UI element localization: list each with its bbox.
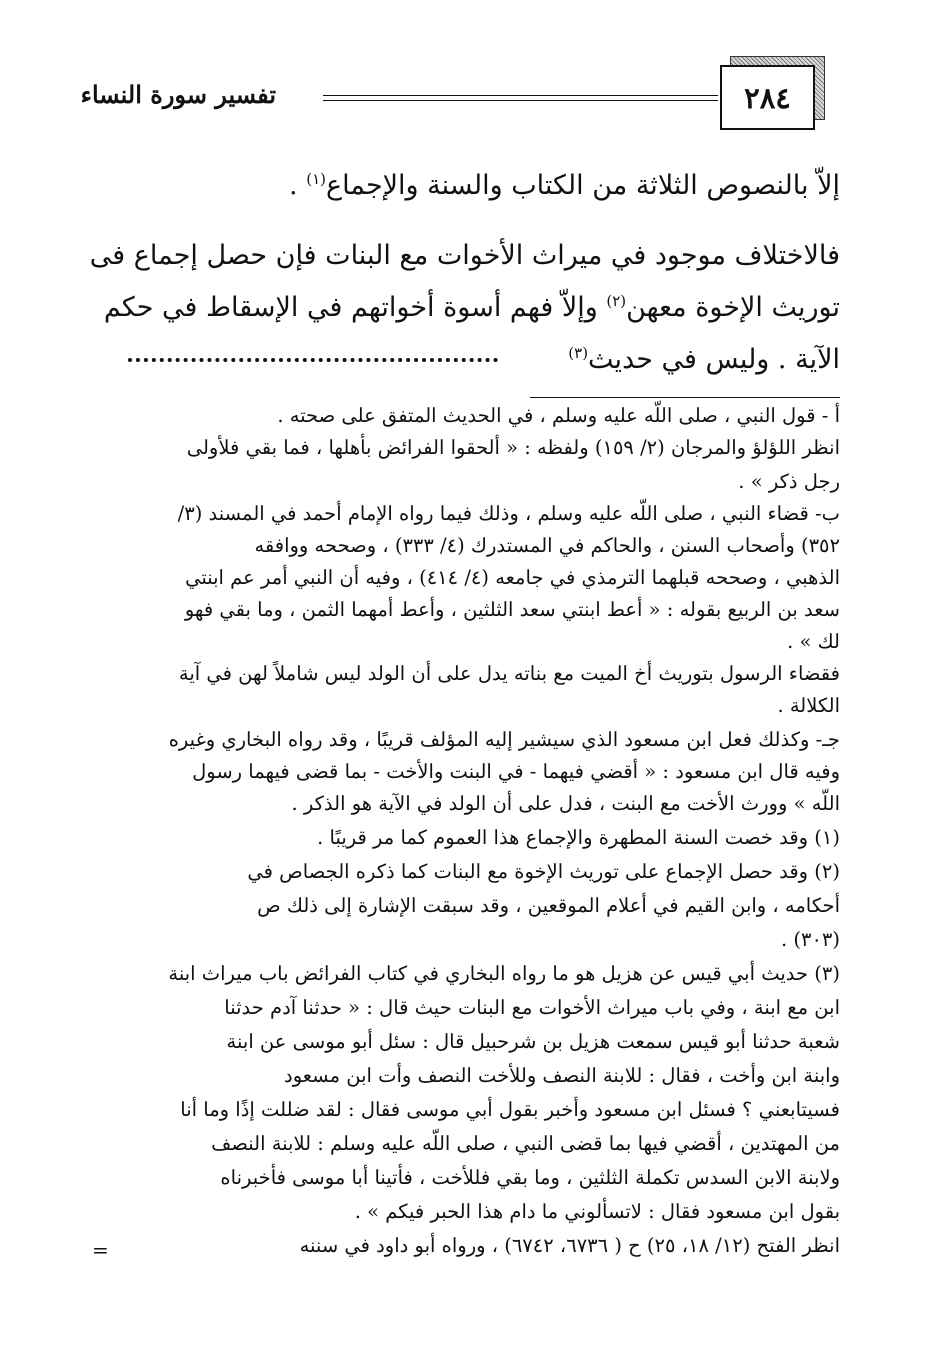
footnote-ref-3: (٣): [568, 344, 589, 362]
footnote-line: ٣٥٢) وأصحاب السنن ، والحاكم في المستدرك (٤/ ٣٣٣) ، وصححه ووافقه: [254, 534, 840, 557]
footnote-line: سعد بن الربيع بقوله : « أعط ابنتي سعد الثلثين ، وأعط أمهما الثمن ، وما بقي فهو: [184, 598, 840, 621]
footnote-line: الكلالة .: [777, 694, 840, 717]
footnote-line: (٢) وقد حصل الإجماع على توريث الإخوة مع البنات كما ذكره الجصاص في: [247, 860, 840, 883]
footnote-line: انظر اللؤلؤ والمرجان (٢/ ١٥٩) ولفظه : « ألحقوا الفرائض بأهلها ، فما بقي فلأولى: [186, 436, 840, 459]
main-text-line-3: توريث الإخوة معهن$^{(٢)}$ وإلاّ فهم أسوة أخواتهم في الإسقاط في حكم: [103, 292, 840, 323]
page-number: ٢٨٤: [720, 65, 815, 130]
footnote-ref-1: (١): [306, 170, 326, 188]
footnote-line: لك » .: [787, 630, 840, 653]
header-rule: [323, 95, 718, 101]
footnote-line: جـ- وكذلك فعل ابن مسعود الذي سيشير إليه المؤلف قريبًا ، وقد رواه البخاري وغيره: [168, 728, 840, 751]
running-title: تفسير سورة النساء: [80, 80, 276, 109]
footnote-line: من المهتدين ، أقضي فيها بما قضى النبي ، صلى اللّه عليه وسلم : للابنة النصف: [211, 1132, 840, 1155]
footnote-line: فسيتابعني ؟ فسئل ابن مسعود وأخبر بقول أبي موسى فقال : لقد ضللت إذًا وما أنا: [180, 1098, 840, 1121]
footnote-line: بقول ابن مسعود فقال : لاتسألوني ما دام هذا الحبر فيكم » .: [354, 1200, 840, 1223]
footnote-line: شعبة حدثنا أبو قيس سمعت هزيل بن شرحبيل قال : سئل أبو موسى عن ابنة: [226, 1030, 840, 1053]
footnote-ref-2: (٢): [606, 292, 627, 310]
footnote-line: وفيه قال ابن مسعود : « أقضي فيهما - في البنت والأخت - بما قضى فيهما رسول: [192, 760, 840, 783]
main-text-line-4: الآية . وليس في حديث$^{(٣)}$: [568, 344, 840, 375]
main-text-line-2: فالاختلاف موجود في ميراث الأخوات مع البنات فإن حصل إجماع فى: [89, 240, 840, 271]
footnote-line: (١) وقد خصت السنة المطهرة والإجماع هذا العموم كما مر قريبًا .: [317, 826, 840, 849]
main-text-line-1: إلاّ بالنصوص الثلاثة من الكتاب والسنة والإجماع$^{(١)}$ .: [289, 170, 840, 201]
footnote-line: (٣٠٣) .: [780, 928, 840, 951]
footnote-line: (٣) حديث أبي قيس عن هزيل هو ما رواه البخاري في كتاب الفرائض باب ميراث ابنة: [168, 962, 840, 985]
ellipsis-dots: [128, 358, 498, 368]
footnote-line: فقضاء الرسول بتوريث أخ الميت مع بناته يدل على أن الولد ليس شاملاً لهن في آية: [178, 662, 840, 685]
footnote-line: ابن مع ابنة ، وفي باب ميراث الأخوات مع البنات حيث قال : « حدثنا آدم حدثنا: [224, 996, 840, 1019]
footnote-line: وابنة ابن وأخت ، فقال : للابنة النصف وللأخت النصف وأت ابن مسعود: [284, 1064, 840, 1087]
footnote-line: ولابنة الابن السدس تكملة الثلثين ، وما بقي فللأخت ، فأتينا أبا موسى فأخبرناه: [220, 1166, 840, 1189]
footnote-line: ب- قضاء النبي ، صلى اللّه عليه وسلم ، وذلك فيما رواه الإمام أحمد في المسند (٣/: [177, 502, 840, 525]
footnote-line: اللّه » وورث الأخت مع البنت ، فدل على أن الولد في الآية هو الذكر .: [291, 792, 840, 815]
footnote-line: أحكامه ، وابن القيم في أعلام الموقعين ، وقد سبقت الإشارة إلى ذلك ص: [257, 894, 840, 917]
footnote-separator: [530, 397, 840, 398]
footnote-line: رجل ذكر » .: [738, 470, 840, 493]
continuation-mark: =: [92, 1238, 109, 1262]
footnote-line: أ - قول النبي ، صلى اللّه عليه وسلم ، في الحديث المتفق على صحته .: [277, 404, 840, 427]
footnote-line: الذهبي ، وصححه قبلهما الترمذي في جامعه (٤/ ٤١٤) ، وفيه أن النبي أمر عم ابنتي: [185, 566, 840, 589]
page-number-box: [720, 56, 823, 128]
footnote-line: انظر الفتح (١٢/ ١٨، ٢٥) ح ( ٦٧٣٦، ٦٧٤٢) ، ورواه أبو داود في سننه: [299, 1234, 840, 1257]
